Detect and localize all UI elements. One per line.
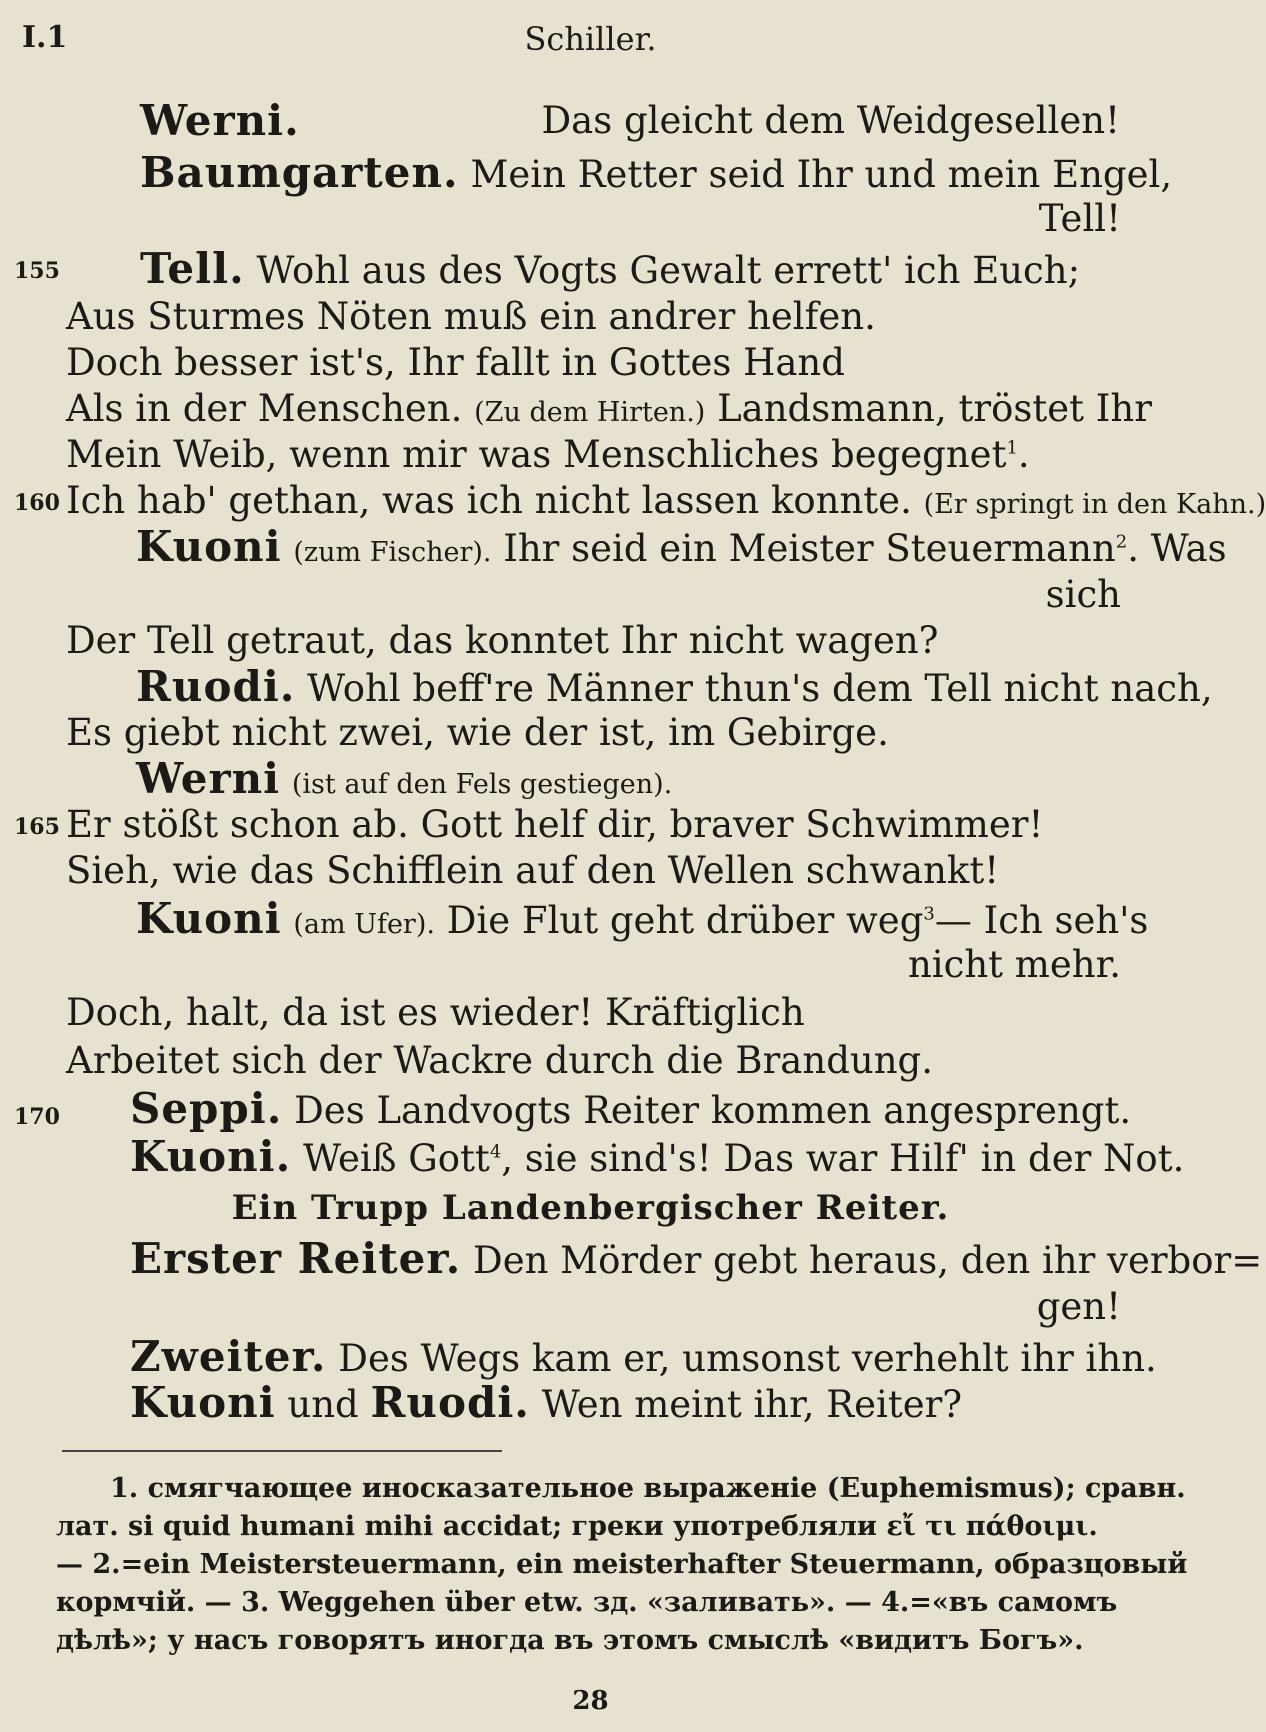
- verse-line: [130, 1380, 962, 1428]
- verse-line: [908, 942, 1121, 988]
- speaker-name: Ruodi.: [370, 1378, 530, 1427]
- stage-direction: (Zu dem Hirten.): [474, 397, 706, 428]
- verse-text: Als in der Menschen.: [66, 387, 463, 430]
- verse-text: Weiß Gott: [303, 1137, 490, 1180]
- footnote-marker: 1: [1006, 437, 1018, 459]
- verse-text: Aus Sturmes Nöten muß ein andrer helfen.: [66, 295, 876, 338]
- speaker-name: Ruodi.: [136, 662, 296, 711]
- verse-line: [130, 1086, 1131, 1134]
- footnote-marker: 4: [489, 1141, 502, 1163]
- footnote-marker: 2: [1115, 531, 1128, 553]
- verse-text: Wen meint ihr, Reiter?: [541, 1383, 963, 1426]
- footnote-line: кормчій. — 3. Weggehen über etw. зд. «заливать». — 4.=«въ самомъ: [56, 1587, 1118, 1618]
- verse-text: Wohl beff're Männer thun's dem Tell nicht nach,: [307, 667, 1213, 710]
- verse-line: [66, 294, 876, 340]
- verse-line: [1039, 196, 1121, 242]
- verse-line: [66, 340, 845, 386]
- verse-text: Tell!: [1038, 197, 1121, 240]
- verse-text: Arbeitet sich der Wackre durch die Brandung.: [66, 1039, 933, 1082]
- verse-text: nicht mehr.: [907, 943, 1121, 986]
- footnote-marker: 3: [923, 903, 935, 925]
- verse-line: [140, 150, 1172, 198]
- verse-line: [66, 990, 805, 1036]
- verse-text: Landsmann, tröstet Ihr: [717, 387, 1152, 430]
- speaker-name: Seppi.: [130, 1084, 283, 1133]
- verse-line: [130, 1236, 1262, 1284]
- footnote-line: 1. смягчающее иносказательное выраженіе (Euphemismus); сравн.: [110, 1473, 1186, 1504]
- speaker-name: Kuoni: [136, 894, 282, 943]
- verse-line: [66, 386, 1152, 436]
- verse-text: Mein Weib, wenn mir was Menschliches begegnet: [66, 433, 1007, 476]
- verse-text: Wohl aus des Vogts Gewalt errett' ich Euch;: [256, 249, 1081, 292]
- speaker-name: Kuoni: [136, 522, 282, 571]
- verse-text: Der Tell getraut, das konntet Ihr nicht wagen?: [66, 619, 939, 662]
- verse-line: [1037, 1284, 1121, 1330]
- page-number: 28: [572, 1686, 609, 1716]
- stage-direction: (Er springt in den Kahn.): [923, 489, 1266, 520]
- verse-text: — Ich seh's: [934, 899, 1149, 942]
- verse-text: Es giebt nicht zwei, wie der ist, im Gebirge.: [66, 711, 889, 754]
- verse-line: [66, 618, 939, 664]
- verse-text: , sie sind's! Das war Hilf' in der Not.: [501, 1137, 1185, 1180]
- verse-line: [136, 756, 672, 808]
- footnote-line: лат. si quid humani mihi accidat; греки употребляли εἴ τι πάθοιμι.: [56, 1511, 1098, 1542]
- verse-text: Des Landvogts Reiter kommen angesprengt.: [294, 1089, 1132, 1132]
- verse-line: [1046, 572, 1121, 618]
- verse-line: [66, 1038, 933, 1084]
- footnote-line: дѣлѣ»; у насъ говорятъ иногда въ этомъ смыслѣ «видитъ Богъ».: [56, 1625, 1084, 1656]
- scene-heading-text: Ein Trupp Landenbergischer Reiter.: [231, 1188, 950, 1228]
- scene-heading: [0, 1184, 1181, 1231]
- speaker-name: Werni: [136, 754, 281, 803]
- speaker-name: Zweiter.: [130, 1332, 327, 1381]
- footnote-rule: [62, 1450, 502, 1452]
- speaker-name: Baumgarten.: [140, 148, 459, 197]
- verse-text: Sieh, wie das Schifflein auf den Wellen schwankt!: [66, 849, 1000, 892]
- footnote-line: — 2.=ein Meistersteuermann, ein meisterhafter Steuermann, образцовый: [56, 1549, 1188, 1580]
- verse-line: [130, 1334, 1157, 1382]
- verse-text: Des Wegs kam er, umsonst verhehlt ihr ihn.: [338, 1337, 1157, 1380]
- speaker-name: Kuoni.: [130, 1132, 292, 1181]
- verse-line: [66, 802, 1043, 848]
- verse-text: Das gleicht dem Weidgesellen!: [541, 99, 1120, 142]
- line-number: 155: [14, 258, 60, 284]
- stage-direction: (zum Fischer).: [293, 537, 492, 568]
- verse-text: Er stößt schon ab. Gott helf dir, braver Schwimmer!: [66, 803, 1044, 846]
- speaker-name: Werni.: [140, 96, 300, 145]
- verse-line: [140, 246, 1080, 294]
- verse-text: Mein Retter seid Ihr und mein Engel,: [470, 153, 1173, 196]
- speaker-name: Tell.: [140, 244, 245, 293]
- verse-text: . Was: [1127, 527, 1227, 570]
- stage-direction: (am Ufer).: [293, 909, 435, 940]
- speaker-name: Kuoni: [130, 1378, 276, 1427]
- speaker-name: Erster Reiter.: [130, 1234, 462, 1283]
- verse-line: [66, 848, 999, 894]
- verse-text: und: [287, 1383, 359, 1426]
- verse-line: [136, 524, 1227, 576]
- line-number: 170: [14, 1104, 60, 1130]
- line-number: 160: [14, 490, 60, 516]
- verse-text: .: [1017, 433, 1030, 476]
- verse-line: [136, 896, 1148, 948]
- verse-text: gen!: [1036, 1285, 1121, 1328]
- verse-line: [130, 1134, 1184, 1182]
- section-number: I.1: [22, 20, 68, 55]
- verse-line: [66, 432, 1030, 478]
- verse-line: [140, 98, 1120, 146]
- verse-text: Doch besser ist's, Ihr fallt in Gottes Hand: [66, 341, 845, 384]
- verse-text: sich: [1045, 573, 1121, 616]
- stage-direction: (ist auf den Fels gestiegen).: [291, 769, 673, 800]
- verse-line: [66, 478, 1266, 528]
- running-header: [18, 14, 1163, 60]
- running-title: Schiller.: [524, 20, 657, 58]
- line-number: 165: [14, 814, 60, 840]
- verse-text: Doch, halt, da ist es wieder! Kräftiglich: [66, 991, 805, 1034]
- verse-line: [136, 664, 1213, 712]
- verse-text: Den Mörder gebt heraus, den ihr verbor=: [473, 1239, 1263, 1282]
- verse-text: Die Flut geht drüber weg: [446, 899, 924, 942]
- verse-text: Ich hab' gethan, was ich nicht lassen konnte.: [66, 479, 912, 522]
- verse-text: Ihr seid ein Meister Steuermann: [503, 527, 1116, 570]
- verse-line: [66, 710, 889, 756]
